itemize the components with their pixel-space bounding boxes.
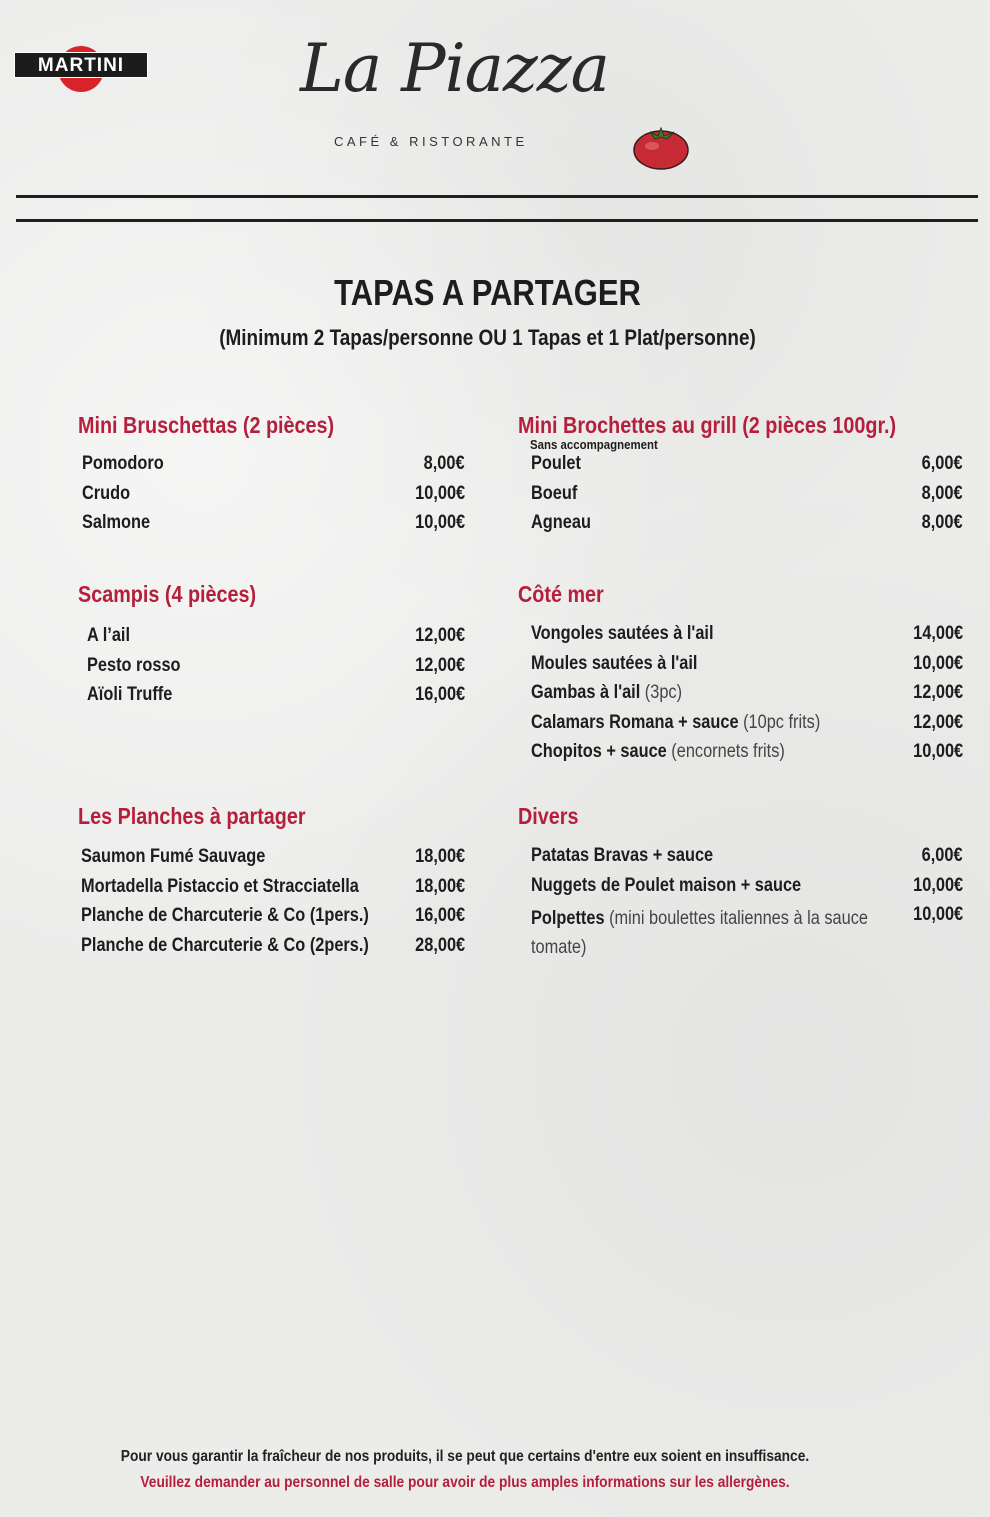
item-name: Boeuf	[531, 482, 578, 504]
section-heading: Les Planches à partager	[78, 803, 306, 829]
item-price: 18,00€	[415, 875, 465, 897]
item-price: 6,00€	[922, 845, 963, 866]
item-name: Gambas à l'ail (3pc)	[531, 682, 683, 703]
item-name: Planche de Charcuterie & Co (1pers.)	[81, 905, 369, 926]
menu-item	[82, 453, 465, 483]
restaurant-tagline: CAFÉ & RISTORANTE	[334, 134, 528, 149]
item-price: 12,00€	[415, 625, 465, 646]
item-price: 12,00€	[913, 711, 963, 733]
section-heading: Divers	[518, 803, 579, 829]
item-name: Chopitos + sauce (encornets frits)	[531, 741, 785, 762]
item-price: 14,00€	[913, 623, 963, 644]
item-price: 10,00€	[415, 512, 465, 533]
tomato-icon	[632, 122, 690, 170]
item-price: 10,00€	[913, 874, 963, 896]
item-name: Agneau	[531, 512, 591, 533]
item-price: 18,00€	[415, 846, 465, 867]
item-name: Moules sautées à l'ail	[531, 652, 698, 674]
section-divers	[518, 803, 963, 962]
menu-item	[87, 655, 465, 685]
menu-item	[531, 453, 963, 483]
item-name: Polpettes (mini boulettes italiennes à la sauce tomate)	[531, 908, 868, 958]
item-price: 10,00€	[913, 741, 963, 762]
item-name: Calamars Romana + sauce (10pc frits)	[531, 711, 821, 733]
menu-item	[531, 682, 963, 712]
item-name: Poulet	[531, 453, 581, 474]
item-name: Aïoli Truffe	[87, 684, 173, 705]
section-heading: Mini Bruschettas (2 pièces)	[78, 412, 335, 438]
martini-logo-text: MARTINI	[14, 52, 148, 78]
item-name: Mortadella Pistaccio et Stracciatella	[81, 875, 359, 897]
item-name: Salmone	[82, 512, 151, 533]
item-price: 16,00€	[415, 905, 465, 926]
section-scampis	[78, 581, 465, 714]
menu-item	[531, 741, 963, 771]
restaurant-name: La Piazza	[300, 30, 609, 107]
header-rule-bottom	[16, 219, 978, 222]
item-price: 8,00€	[922, 482, 963, 504]
item-price: 12,00€	[913, 682, 963, 703]
section-bruschettas	[78, 412, 465, 542]
item-price: 6,00€	[922, 453, 963, 474]
item-price: 10,00€	[415, 482, 465, 504]
item-description: (10pc frits)	[743, 711, 821, 733]
item-description: (encornets frits)	[671, 741, 785, 762]
menu-item	[531, 653, 963, 683]
item-price: 12,00€	[415, 654, 465, 676]
footer-allergen-notice: Veuillez demander au personnel de salle pour avoir de plus amples informations sur les allergènes.	[140, 1474, 790, 1491]
menu-item	[81, 846, 465, 876]
menu-item	[531, 512, 963, 542]
item-name: Vongoles sautées à l'ail	[531, 623, 714, 644]
section-heading: Mini Brochettes au grill (2 pièces 100gr.)	[518, 412, 897, 438]
item-name: Pomodoro	[82, 453, 164, 474]
section-heading: Côté mer	[518, 581, 604, 607]
item-description: (mini boulettes italiennes à la sauce tomate)	[531, 908, 868, 958]
section-planches	[78, 803, 465, 964]
menu-item	[531, 904, 963, 962]
section-brochettes	[518, 412, 963, 542]
item-price: 16,00€	[415, 684, 465, 705]
item-price: 28,00€	[415, 934, 465, 956]
item-price: 8,00€	[922, 512, 963, 533]
menu-item	[531, 712, 963, 742]
item-name: Patatas Bravas + sauce	[531, 845, 714, 866]
menu-item	[531, 875, 963, 905]
item-description: (3pc)	[644, 682, 683, 703]
page-title: TAPAS A PARTAGER	[334, 272, 641, 313]
item-price: 8,00€	[424, 453, 465, 474]
martini-logo	[14, 46, 148, 92]
page-subtitle: (Minimum 2 Tapas/personne OU 1 Tapas et 1 Plat/personne)	[219, 325, 756, 350]
footer-freshness-notice: Pour vous garantir la fraîcheur de nos produits, il se peut que certains d'entre eux soient en insuffisance.	[120, 1448, 810, 1465]
menu-item	[87, 684, 465, 714]
item-price: 10,00€	[913, 652, 963, 674]
menu-item	[81, 905, 465, 935]
section-cote-mer	[518, 581, 963, 771]
menu-item	[531, 483, 963, 513]
item-name: Planche de Charcuterie & Co (2pers.)	[81, 934, 369, 956]
item-name: Crudo	[82, 482, 131, 504]
item-name: Pesto rosso	[87, 654, 181, 676]
menu-item	[81, 876, 465, 906]
menu-item	[531, 845, 963, 875]
item-name: Saumon Fumé Sauvage	[81, 846, 266, 867]
item-name: A l’ail	[87, 625, 130, 646]
menu-item	[82, 483, 465, 513]
section-heading: Scampis (4 pièces)	[78, 581, 257, 607]
header-rule-top	[16, 195, 978, 198]
menu-item	[531, 623, 963, 653]
menu-item	[87, 625, 465, 655]
item-name: Nuggets de Poulet maison + sauce	[531, 874, 802, 896]
item-price: 10,00€	[913, 904, 963, 925]
menu-item	[82, 512, 465, 542]
section-note: Sans accompagnement	[530, 437, 658, 452]
menu-item	[81, 935, 465, 965]
